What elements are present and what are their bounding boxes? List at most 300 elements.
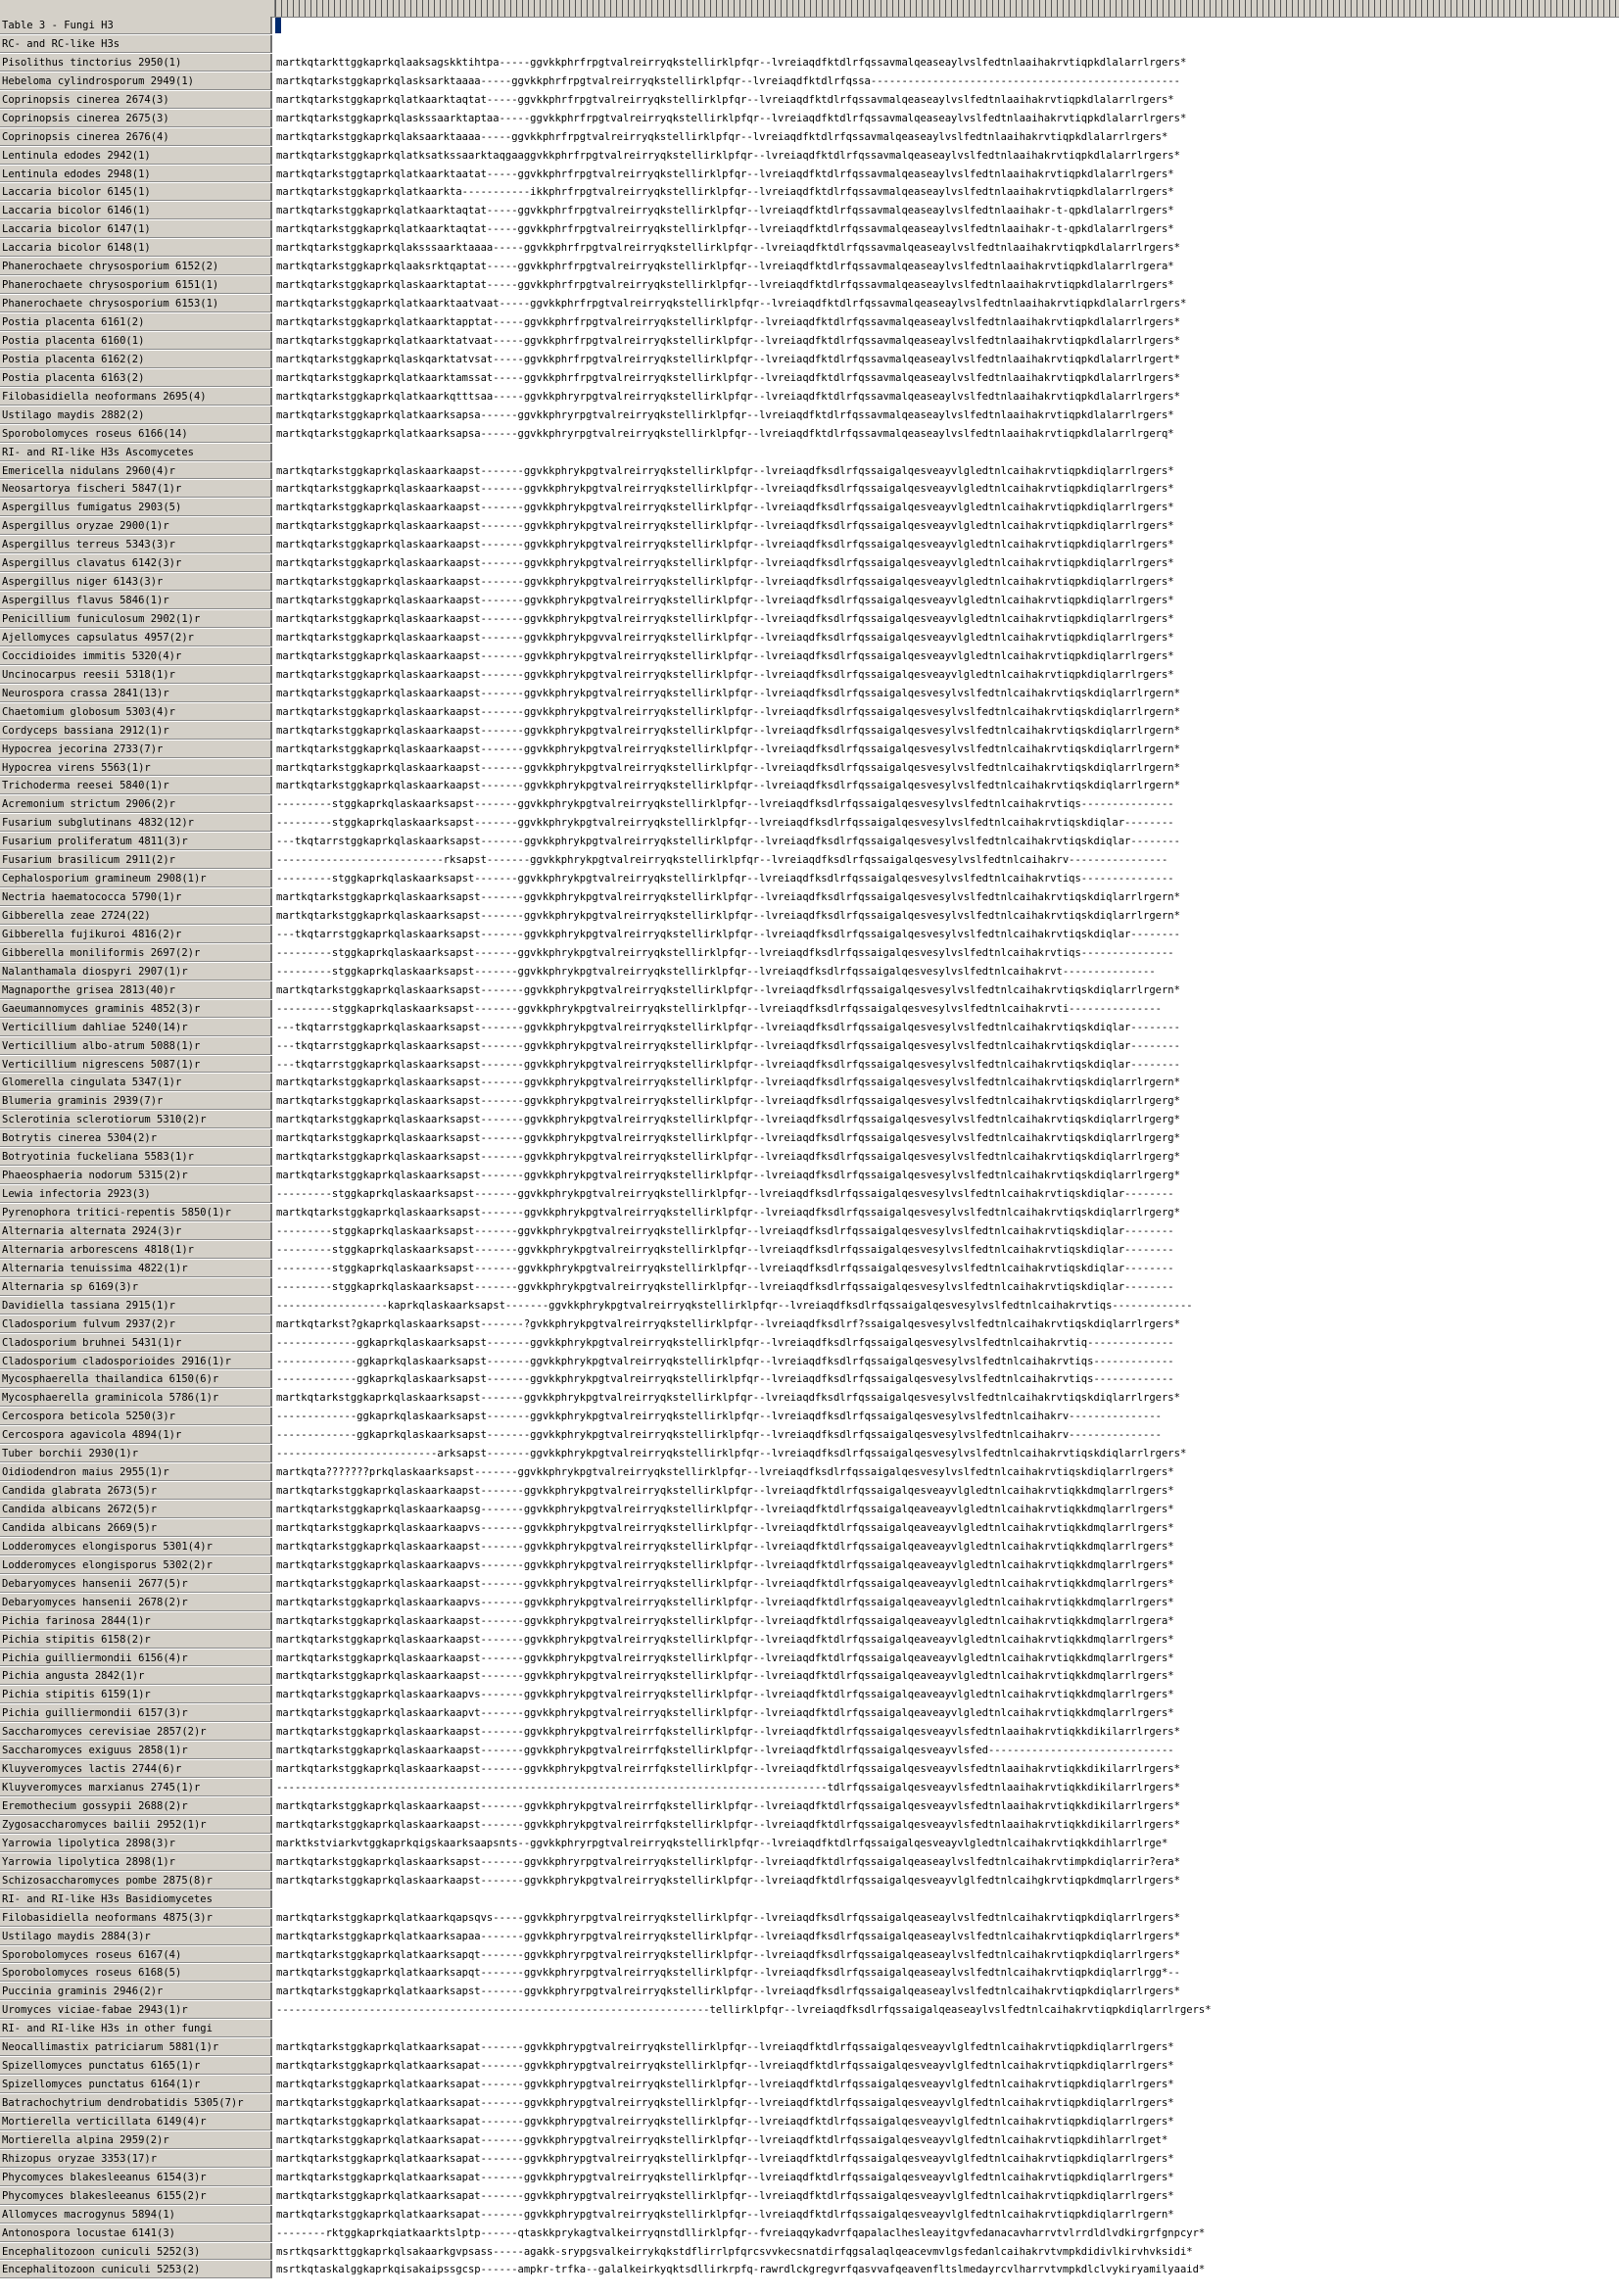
sequence-row [0, 2187, 1619, 2206]
sequence-text: martkqtarkstggkaprkqlaskaarkaapst-------ggvkkphrykpgtvalreirryqkstellirklpfqr--lvreiaqdfksdlrfqssaigalqesveayvlgledtnlcaihakrvtiqpkdiqlarrlrgers* [276, 576, 1174, 589]
sequence-text [276, 1890, 1618, 1909]
sequence-text: martkqtarkstggkaprkqlaskaarkaapst-------ggvkkphrykpgtvalreirryqkstellirklpfqr--lvreiaqdfktdlrfqssaigalqeaveayvlgledtnlcaihakrvtiqkkdmqlarrlrgers* [276, 1670, 1174, 1683]
sequence-row [0, 183, 1619, 202]
sequence-row [0, 1408, 1619, 1426]
sequence-row [0, 741, 1619, 759]
species-label: Cladosporium cladosporioides 2916(1)r [0, 1353, 272, 1370]
sequence-text: martkqtarkstggkaprkqlasksarktaaaa-----ggvkkphrfrpgtvalreirryqkstellirklpfqr--lvreiaqdfktdlrfqssa-------------------------------------------------- [276, 74, 1180, 87]
sequence-row [0, 1983, 1619, 2001]
sequence-row [0, 573, 1619, 592]
sequence-row [0, 1445, 1619, 1463]
sequence-row [0, 2206, 1619, 2224]
sequence-row [0, 369, 1619, 388]
sequence-text: martkqtarkstggkaprkqlaskaarkaapst-------ggvkkphrykpgtvalreirrfqkstellirklpfqr--lvreiaqdfktdlrfqssaigalqesveayvlsfedtnlaaihakrvtiqkkdikilarrlrgers* [276, 1763, 1180, 1776]
species-label: Saccharomyces exiguus 2858(1)r [0, 1742, 272, 1759]
species-label: Hypocrea virens 5563(1)r [0, 759, 272, 777]
sequence-row [0, 1111, 1619, 1129]
species-label: Aspergillus oryzae 2900(1)r [0, 517, 272, 535]
sequence-row [0, 981, 1619, 1000]
sequence-row [0, 1129, 1619, 1148]
species-label: Pisolithus tinctorius 2950(1) [0, 54, 272, 72]
sequence-text: martkqtarkstggkaprkqlaskaarksapst-------ggvkkphrykpgtvalreirryqkstellirklpfqr--lvreiaqdfksdlrfqssaigalqesvesylvslfedtnlcaihakrvtiqskdiqlarrlrgern* [276, 983, 1180, 996]
sequence-row [0, 239, 1619, 258]
sequence-row [0, 351, 1619, 369]
sequence-text: -------------ggkaprkqlaskaarksapst-------ggvkkphrykpgtvalreirryqkstellirklpfqr--lvreiaqdfksdlrfqssaigalqesvesylvslfedtnlcaihakrv--------------- [276, 1411, 1162, 1423]
sequence-row [0, 1853, 1619, 1872]
species-label: Batrachochytrium dendrobatidis 5305(7)r [0, 2094, 272, 2112]
species-label: Mortierella alpina 2959(2)r [0, 2131, 272, 2149]
sequence-row [0, 1742, 1619, 1760]
sequence-row [0, 1575, 1619, 1594]
species-label: Penicillium funiculosum 2902(1)r [0, 610, 272, 628]
sequence-text: martkqtarkstggkaprkqlaskaarksapst-------ggvkkphrykpgtvalreirryqkstellirklpfqr--lvreiaqdfksdlrfqssaigalqesvesylvslfedtnlcaihakrvtiqskdiqlarrlrgers* [276, 1392, 1180, 1405]
sequence-text: ---------------------------rksapst-------ggvkkphrykpgtvalreirryqkstellirklpfqr--lvreiaqdfksdlrfqssaigalqesvesylvslfedtnlcaihakrv---------------- [276, 854, 1168, 867]
species-label: Trichoderma reesei 5840(1)r [0, 777, 272, 794]
sequence-row [0, 1204, 1619, 1222]
sequence-row [0, 944, 1619, 963]
sequence-text: martkqtarkstggkaprkqlatkaarksapat-------ggvkkphrypgtvalreirryqkstellirklpfqr--lvreiaqdfktdlrfqssaigalqesveayvlglfedtnlcaihakrvtiqpkdihlarrlrget* [276, 2133, 1168, 2146]
sequence-text: --------------------------arksapst-------ggvkkphrykpgtvalreirryqkstellirklpfqr--lvreiaqdfksdlrfqssaigalqesvesylvslfedtnlcaihakrvtiqskdiqlarrlrgers* [276, 1448, 1187, 1460]
sequence-text: martkqtarkstggkaprkqlaskaarkaapst-------ggvkkphrykpgtvalreirryqkstellirklpfqr--lvreiaqdfktdlrfqssaigalqesveayvlglfedtnlcaihgkrvtiqpkdmqlarrlrgers* [276, 1874, 1180, 1887]
species-label: Neurospora crassa 2841(13)r [0, 685, 272, 702]
sequence-text: martkqtarkstggkaprkqlaskaarkaapst-------ggvkkphrykpgtvalreirryqkstellirklpfqr--lvreiaqdfksdlrfqssaigalqesveayvlgledtnlcaihakrvtiqpkdiqlarrlrgers* [276, 464, 1174, 477]
sequence-text: martkqtarkstggkaprkqlaaksrktqaptat-----ggvkkphrfrpgtvalreirryqkstellirklpfqr--lvreiaqdfktdlrfqssavmalqeaseaylvslfedtnlaaihakrvtiqpkdlalarrlrgera* [276, 261, 1174, 273]
sequence-text: ---tkqtarrstggkaprkqlaskaarksapst-------ggvkkphrykpgtvalreirryqkstellirklpfqr--lvreiaqdfksdlrfqssaigalqesvesylvslfedtnlcaihakrvtiqskdiqlar-------- [276, 836, 1180, 848]
sequence-row [0, 1964, 1619, 1983]
sequence-text: martkqtarkstggkaprkqlaskaarkaapvs-------ggvkkphrykpgtvalreirryqkstellirklpfqr--lvreiaqdfktdlrfqssaigalqeaveayvlgledtnlcaihakrvtiqkkdmqlarrlrgers* [276, 1558, 1174, 1571]
sequence-text: martkqtarkstggkaprkqlatkaarksapat-------ggvkkphrypgtvalreirryqkstellirklpfqr--lvreiaqdfktdlrfqssaigalqesveayvlglfedtnlcaihakrvtiqpkdiqlarrlrgers* [276, 2115, 1174, 2128]
species-label: Zygosaccharomyces bailii 2952(1)r [0, 1816, 272, 1834]
sequence-text: martkqtarkstggkaprkqlatkaarktaqtat-----ggvkkphrfrpgtvalreirryqkstellirklpfqr--lvreiaqdfktdlrfqssavmalqeaseaylvslfedtnlaaihakrvtiqpkdlalarrlrgers* [276, 93, 1174, 106]
sequence-row [0, 1482, 1619, 1501]
sequence-row [0, 2076, 1619, 2094]
sequence-row [0, 907, 1619, 926]
column-ruler [0, 0, 1619, 18]
species-label: Eremothecium gossypii 2688(2)r [0, 1797, 272, 1815]
sequence-text: martkqtarkstggkaprkqlaskaarkaapst-------ggvkkphrykpgtvalreirrfqkstellirklpfqr--lvreiaqdfktdlrfqssaigalqesveayvlsfedtnlaaihakrvtiqkkdikilarrlrgers* [276, 1800, 1180, 1812]
species-label: Aspergillus flavus 5846(1)r [0, 592, 272, 609]
sequence-row [0, 1056, 1619, 1075]
species-label: Hypocrea jecorina 2733(7)r [0, 741, 272, 758]
sequence-row [0, 666, 1619, 685]
sequence-row [0, 1612, 1619, 1631]
species-label: Uncinocarpus reesii 5318(1)r [0, 666, 272, 684]
sequence-row [0, 1019, 1619, 1037]
species-label: Candida glabrata 2673(5)r [0, 1482, 272, 1500]
sequence-text: martkqtarkstggkaprkqlaskaarkaapst-------ggvkkphrykpgtvalreirryqkstellirklpfqr--lvreiaqdfktdlrfqssaigalqeaveayvlgledtnlcaihakrvtiqkkdmqlarrlrgera* [276, 1614, 1174, 1627]
species-label: Nectria haematococca 5790(1)r [0, 888, 272, 906]
sequence-text: ---tkqtarrstggkaprkqlaskaarksapst-------ggvkkphrykpgtvalreirryqkstellirklpfqr--lvreiaqdfksdlrfqssaigalqesvesylvslfedtnlcaihakrvtiqskdiqlar-------- [276, 1058, 1180, 1071]
sequence-text: martkqtarkstggkaprkqlatkaarksapat-------ggvkkphrypgtvalreirryqkstellirklpfqr--lvreiaqdfktdlrfqssaigalqesveayvlglfedtnlcaihakrvtiqpkdiqlarrlrgers* [276, 2060, 1174, 2073]
species-label: Postia placenta 6163(2) [0, 369, 272, 387]
sequence-text: martkqtarkstggkaprkqlaskaarksapst-------ggvkkphrykpgtvalreirryqkstellirklpfqr--lvreiaqdfksdlrfqssaigalqesvesylvslfedtnlcaihakrvtiqskdiqlarrlrgern* [276, 910, 1180, 922]
species-label: Coprinopsis cinerea 2676(4) [0, 128, 272, 146]
species-label: Cladosporium bruhnei 5431(1)r [0, 1334, 272, 1352]
sequence-text: ---------stggkaprkqlaskaarksapst-------ggvkkphrykpgtvalreirryqkstellirklpfqr--lvreiaqdfksdlrfqssaigalqesvesylvslfedtnlcaihakrvtiqs--------------- [276, 798, 1174, 811]
species-label: Coprinopsis cinerea 2675(3) [0, 110, 272, 127]
species-label: Neosartorya fischeri 5847(1)r [0, 480, 272, 498]
sequence-row [0, 1816, 1619, 1835]
sequence-text: martkqtarkstggkaprkqlaskaarksapst-------ggvkkphrykpgtvalreirryqkstellirklpfqr--lvreiaqdfksdlrfqssaigalqesvesylvslfedtnlcaihakrvtiqskdiqlarrlrgerg* [276, 1170, 1180, 1182]
species-label: Laccaria bicolor 6146(1) [0, 202, 272, 219]
sequence-row [0, 1074, 1619, 1092]
section-label: RI- and RI-like H3s Basidiomycetes [0, 1890, 272, 1908]
sequence-row [0, 313, 1619, 332]
species-label: Saccharomyces cerevisiae 2857(2)r [0, 1723, 272, 1741]
species-label: Coprinopsis cinerea 2674(3) [0, 91, 272, 109]
sequence-text: ---------stggkaprkqlaskaarksapst-------ggvkkphrykpgtvalreirryqkstellirklpfqr--lvreiaqdfksdlrfqssaigalqesvesylvslfedtnlcaihakrvtiqskdiqlar-------- [276, 1243, 1174, 1256]
sequence-row [0, 332, 1619, 351]
sequence-text: ------------------kaprkqlaskaarksapst-------ggvkkphrykpgtvalreirryqkstellirklpfqr--lvreiaqdfksdlrfqssaigalqesvesylvslfedtnlcaihakrvtiqs------------- [276, 1299, 1193, 1312]
sequence-text [276, 2020, 1618, 2038]
sequence-text: martkqtarkstggkaprkqlaskaarkaapst-------ggvkkphrykpgtvalreirryqkstellirklpfqr--lvreiaqdfktdlrfqssaigalqeaveayvlgledtnlcaihakrvtiqkkdmqlarrlrgers* [276, 1577, 1174, 1590]
sequence-row [0, 592, 1619, 610]
species-label: Antonospora locustae 6141(3) [0, 2224, 272, 2242]
sequence-text: martkqtarkstggkaprkqlaskaarksapst-------ggvkkphryrpgtvalreirryqkstellirklpfqr--lvreiaqdfktdlrfqssaigalqeaseaylvslfedtnlcaihakrvtimpkdiqlarrir?era* [276, 1855, 1180, 1868]
species-label: Postia placenta 6161(2) [0, 313, 272, 331]
sequence-text: martkqtarkstggkaprkqlaskaarkaapst-------ggvkkphrykpgtvalreirrfqkstellirklpfqr--lvreiaqdfktdlrfqssaigalqesveayvlsfed------------------------------ [276, 1745, 1174, 1757]
sequence-row [0, 1538, 1619, 1556]
sequence-row [0, 1297, 1619, 1315]
sequence-text: -------------ggkaprkqlaskaarksapst-------ggvkkphrykpgtvalreirryqkstellirklpfqr--lvreiaqdfksdlrfqssaigalqesvesylvslfedtnlcaihakrvtiq-------------- [276, 1336, 1174, 1349]
sequence-text: martkqtarkstggkaprkqlaskaarkaapvt-------ggvkkphrykpgtvalreirryqkstellirklpfqr--lvreiaqdfktdlrfqssaigalqeaveayvlgledtnlcaihakrvtiqkkdmqlarrlrgers* [276, 1707, 1174, 1720]
species-label: Phanerochaete chrysosporium 6153(1) [0, 295, 272, 312]
species-label: Spizellomyces punctatus 6164(1)r [0, 2076, 272, 2093]
sequence-row [0, 759, 1619, 778]
species-label: Alternaria arborescens 4818(1)r [0, 1241, 272, 1259]
species-label: Candida albicans 2672(5)r [0, 1501, 272, 1518]
sequence-row [0, 1723, 1619, 1742]
species-label: Ustilago maydis 2884(3)r [0, 1928, 272, 1945]
species-label: Pichia angusta 2842(1)r [0, 1667, 272, 1685]
sequence-text: msrtkqsarkttggkaprkqlsakaarkgvpsass-----agakk-srypgsvalkeirrykqkstdflirrlpfqrcsvvkecsnatdirfqgsalaqlqeacevmvlgsfedanlcaihakrvtvmpkdidivlkirvhvksidi* [276, 2245, 1193, 2258]
species-label: Aspergillus fumigatus 2903(5) [0, 499, 272, 516]
species-label: Ajellomyces capsulatus 4957(2)r [0, 629, 272, 646]
sequence-text: martkqtarkstggkaprkqlatkaarkqapsqvs-----ggvkkphryrpgtvalreirryqkstellirklpfqr--lvreiaqdfksdlrfqssaigalqeaseaylvslfedtnlcaihakrvtiqpkdiqlarrlrgers* [276, 1911, 1180, 1924]
sequence-row [0, 610, 1619, 629]
sequence-row [0, 833, 1619, 851]
sequence-text [276, 35, 1618, 54]
sequence-row [0, 1501, 1619, 1519]
species-label: Sporobolomyces roseus 6166(14) [0, 425, 272, 443]
species-label: Lodderomyces elongisporus 5302(2)r [0, 1556, 272, 1574]
sequence-text: martkqtarkstggkaprkqlaskaarkaapst-------ggvkkphrykpgtvalreirryqkstellirklpfqr--lvreiaqdfksdlrfqssaigalqesvesylvslfedtnlcaihakrvtiqskdiqlarrlrgern* [276, 687, 1180, 699]
species-label: Cordyceps bassiana 2912(1)r [0, 722, 272, 740]
species-label: Alternaria tenuissima 4822(1)r [0, 1260, 272, 1277]
section-label: RC- and RC-like H3s [0, 35, 272, 53]
species-label: Ustilago maydis 2882(2) [0, 407, 272, 424]
sequence-row [0, 1092, 1619, 1111]
sequence-row [0, 2038, 1619, 2057]
sequence-row [0, 536, 1619, 554]
sequence-row [0, 1334, 1619, 1353]
sequence-text: martkqtarkstggkaprkqlaskaarkaapst-------ggvkkphrykpgtvalreirryqkstellirklpfqr--lvreiaqdfksdlrfqssaigalqesveayvlgledtnlcaihakrvtiqpkdiqlarrlrgers* [276, 557, 1174, 570]
species-label: Phanerochaete chrysosporium 6152(2) [0, 258, 272, 275]
sequence-row [0, 388, 1619, 407]
sequence-text: martkqtarkstggkaprkqlaskaarkaapvs-------ggvkkphrykpgtvalreirryqkstellirklpfqr--lvreiaqdfktdlrfqssaigalqeaveayvlgledtnlcaihakrvtiqkkdmqlarrlrgers* [276, 1689, 1174, 1701]
sequence-text: martkqtarkstggkaprkqlaskaarkaapst-------ggvkkphrykpgtvalreirryqkstellirklpfqr--lvreiaqdfksdlrfqssaigalqesveayvlgledtnlcaihakrvtiqpkdiqlarrlrgers* [276, 613, 1174, 625]
section-header-row [0, 1890, 1619, 1909]
sequence-text: martkqtarkstggkaprkqlaskaarkaapst-------ggvkkphrykpgtvalreirryqkstellirklpfqr--lvreiaqdfksdlrfqssaigalqesvesylvslfedtnlcaihakrvtiqskdiqlarrlrgern* [276, 705, 1180, 718]
section-header-row [0, 2020, 1619, 2038]
species-label: Pichia farinosa 2844(1)r [0, 1612, 272, 1630]
sequence-row [0, 480, 1619, 499]
sequence-row [0, 1704, 1619, 1723]
species-label: Pichia guilliermondii 6156(4)r [0, 1650, 272, 1667]
ruler-corner [0, 0, 275, 17]
species-label: Phanerochaete chrysosporium 6151(1) [0, 276, 272, 294]
sequence-row [0, 425, 1619, 444]
sequence-row [0, 1241, 1619, 1260]
sequence-row [0, 814, 1619, 833]
section-header-row [0, 444, 1619, 462]
species-label: Alternaria alternata 2924(3)r [0, 1222, 272, 1240]
sequence-row [0, 1556, 1619, 1575]
sequence-row [0, 2057, 1619, 2076]
species-label: Gibberella fujikuroi 4816(2)r [0, 926, 272, 943]
species-label: Postia placenta 6162(2) [0, 351, 272, 368]
sequence-text: martkqtarkstggkaprkqlaskaarkaapvs-------ggvkkphrykpgtvalreirryqkstellirklpfqr--lvreiaqdfktdlrfqssaigalqeaveayvlgledtnlcaihakrvtiqkkdmqlarrlrgers* [276, 1596, 1174, 1608]
sequence-row [0, 1463, 1619, 1482]
sequence-row [0, 777, 1619, 795]
sequence-text: ---tkqtarrstggkaprkqlaskaarksapst-------ggvkkphrykpgtvalreirryqkstellirklpfqr--lvreiaqdfksdlrfqssaigalqesvesylvslfedtnlcaihakrvtiqskdiqlar-------- [276, 928, 1180, 940]
sequence-row [0, 2169, 1619, 2187]
species-label: Uromyces viciae-fabae 2943(1)r [0, 2001, 272, 2019]
sequence-text: martkqtarkstggkaprkqlaksssaarktaaaa-----ggvkkphrfrpgtvalreirryqkstellirklpfqr--lvreiaqdfktdlrfqssavmalqeaseaylvslfedtnlaaihakrvtiqpkdlalarrlrgers* [276, 242, 1180, 255]
species-label: Pichia guilliermondii 6157(3)r [0, 1704, 272, 1722]
sequence-text: martkqtarkstggkaprkqlaskaarksapst-------ggvkkphrykpgtvalreirryqkstellirklpfqr--lvreiaqdfksdlrfqssaigalqesvesylvslfedtnlcaihakrvtiqskdiqlarrlrgern* [276, 891, 1180, 904]
sequence-text: martkqtarkstggkaprkqlatkaarksapst-------ggvkkphryrpgtvalreirryqkstellirklpfqr--lvreiaqdfksdlrfqssaigalqeaseaylvslfedtnlcaihakrvtiqpkdiqlarrlrgers* [276, 1985, 1180, 1998]
species-label: Pyrenophora tritici-repentis 5850(1)r [0, 1204, 272, 1221]
species-label: Yarrowia lipolytica 2898(1)r [0, 1853, 272, 1871]
species-label: Mycosphaerella thailandica 6150(6)r [0, 1370, 272, 1388]
species-label: Cephalosporium gramineum 2908(1)r [0, 870, 272, 887]
species-label: Botrytis cinerea 5304(2)r [0, 1129, 272, 1147]
sequence-text: martkqtarkstggkaprkqlatkaarksapat-------ggvkkphrypgtvalreirryqkstellirklpfqr--lvreiaqdfktdlrfqssaigalqesveayvlglfedtnlcaihakrvtiqpkdiqlarrlrgers* [276, 2189, 1174, 2202]
sequence-text: martkqtarkttggkaprkqlaaksagskktihtpa-----ggvkkphrfrpgtvalreirryqkstellirklpfqr--lvreiaqdfktdlrfqssavmalqeaseaylvslfedtnlaaihakrvtiqpkdlalarrlrgers* [276, 56, 1187, 69]
sequence-row [0, 685, 1619, 703]
species-label: Lentinula edodes 2942(1) [0, 147, 272, 165]
species-label: Nalanthamala diospyri 2907(1)r [0, 963, 272, 981]
sequence-row [0, 1594, 1619, 1612]
sequence-text: martkqtarkstggkaprkqlaskaarkaapsg-------ggvkkphrykpgtvalreirryqkstellirklpfqr--lvreiaqdfktdlrfqssaigalqeaveayvlgledtnlcaihakrvtiqkkdmqlarrlrgers* [276, 1504, 1174, 1515]
sequence-text: ---------stggkaprkqlaskaarksapst-------ggvkkphrykpgtvalreirryqkstellirklpfqr--lvreiaqdfksdlrfqssaigalqesvesylvslfedtnlcaihakrvtiqs--------------- [276, 873, 1174, 885]
sequence-row [0, 2131, 1619, 2150]
species-label: Gaeumannomyces graminis 4852(3)r [0, 1000, 272, 1018]
table-title: Table 3 - Fungi H3 [0, 17, 272, 34]
sequence-text: ---tkqtarrstggkaprkqlaskaarksapst-------ggvkkphrykpgtvalreirryqkstellirklpfqr--lvreiaqdfksdlrfqssaigalqesvesylvslfedtnlcaihakrvtiqskdiqlar-------- [276, 1021, 1180, 1033]
sequence-row [0, 1148, 1619, 1167]
sequence-text: martkqtarkstggkaprkqlaskaarksapst-------ggvkkphrykpgtvalreirryqkstellirklpfqr--lvreiaqdfksdlrfqssaigalqesvesylvslfedtnlcaihakrvtiqskdiqlarrlrgerg* [276, 1114, 1180, 1126]
sequence-row [0, 2094, 1619, 2113]
sequence-text: martkqtarkstggtaprkqlatkaarktaatat-----ggvkkphrfrpgtvalreirryqkstellirklpfqr--lvreiaqdfktdlrfqssavmalqeaseaylvslfedtnlaaihakrvtiqpkdlalarrlrgers* [276, 167, 1174, 180]
sequence-text: martkqtarkstggkaprkqlaskaarkaapst-------ggvkkphrykpgtvalreirrfqkstellirklpfqr--lvreiaqdfktdlrfqssaigalqesveayvlsfedtnlaaihakrvtiqkkdikilarrlrgers* [276, 1726, 1180, 1739]
sequence-row [0, 1519, 1619, 1538]
species-label: Verticillium dahliae 5240(14)r [0, 1019, 272, 1036]
sequence-text: martkqtarkstggkaprkqlaskaarksapst-------ggvkkphrykpgtvalreirryqkstellirklpfqr--lvreiaqdfksdlrfqssaigalqesvesylvslfedtnlcaihakrvtiqskdiqlarrlrgerg* [276, 1132, 1180, 1145]
species-label: Laccaria bicolor 6148(1) [0, 239, 272, 257]
sequence-row [0, 963, 1619, 981]
sequence-row [0, 1260, 1619, 1278]
species-label: Lodderomyces elongisporus 5301(4)r [0, 1538, 272, 1555]
sequence-text: martkqtarkstggkaprkqlatkaarktaqtat-----ggvkkphrfrpgtvalreirryqkstellirklpfqr--lvreiaqdfktdlrfqssavmalqeaseaylvslfedtnlaaihakr-t-qpkdlalarrlrgers* [276, 205, 1174, 217]
species-label: Davidiella tassiana 2915(1)r [0, 1297, 272, 1315]
species-label: Encephalitozoon cuniculi 5252(3) [0, 2243, 272, 2261]
species-label: Filobasidiella neoformans 4875(3)r [0, 1909, 272, 1927]
sequence-text: martkqtarkstggkaprkqlaskaarkaapst-------ggvkkphrykpgtvalreirryqkstellirklpfqr--lvreiaqdfktdlrfqssaigalqesveayvlgledtnlcaihakrvtiqkkdmqlarrlrgers* [276, 1485, 1174, 1498]
sequence-row [0, 1222, 1619, 1241]
sequence-row [0, 722, 1619, 741]
sequence-text: martkqtarkstggkaprkqlatkaarksapsa------ggvkkphryrpgtvalreirryqkstellirklpfqr--lvreiaqdfktdlrfqssavmalqeaseaylvslfedtnlaaihakrvtiqpkdlalarrlrgerq* [276, 427, 1174, 440]
sequence-row [0, 1667, 1619, 1686]
sequence-text: martkqtarkstggkaprkqlatkaarktamssat-----ggvkkphrfrpgtvalreirryqkstellirklpfqr--lvreiaqdfktdlrfqssavmalqeaseaylvslfedtnlaaihakrvtiqpkdlalarrlrgers* [276, 371, 1180, 384]
sequence-text: martkqtarkstggkaprkqlatkaarktaqtat-----ggvkkphrfrpgtvalreirryqkstellirklpfqr--lvreiaqdfktdlrfqssavmalqeaseaylvslfedtnlaaihakr-t-qpkdlalarrlrgers* [276, 223, 1174, 236]
sequence-text: -------------ggkaprkqlaskaarksapst-------ggvkkphrykpgtvalreirryqkstellirklpfqr--lvreiaqdfksdlrfqssaigalqesvesylvslfedtnlcaihakrv--------------- [276, 1429, 1162, 1442]
sequence-text: martkqtarkstggkaprkqlaskaarkaapst-------ggvkkphrykpgtvalreirryqkstellirklpfqr--lvreiaqdfksdlrfqssaigalqesvesylvslfedtnlcaihakrvtiqskdiqlarrlrgern* [276, 742, 1180, 755]
sequence-text: martkqtarkstggkaprkqlaskaarkaapst-------ggvkkphrykpgtvalreirryqkstellirklpfqr--lvreiaqdfksdlrfqssaigalqesveayvlgledtnlcaihakrvtiqpkdiqlarrlrgers* [276, 649, 1174, 662]
sequence-text: martkqtarkstggkaprkqlaskaarkaapst-------ggvkkphrykpgtvalreirryqkstellirklpfqr--lvreiaqdfksdlrfqssaigalqesveayvlgledtnlcaihakrvtiqpkdiqlarrlrgers* [276, 483, 1174, 496]
species-label: Cladosporium fulvum 2937(2)r [0, 1315, 272, 1333]
sequence-text: martkqtarkstggkaprkqlatkaarksapqt-------ggvkkphryrpgtvalreirryqkstellirklpfqr--lvreiaqdfksdlrfqssaigalqeaseaylvslfedtnlcaihakrvtiqpkdiqlarrlrgg*-- [276, 1967, 1180, 1980]
sequence-text: martkqtarkstggkaprkqlaskaarkaapst-------ggvkkphrykpgtvalreirryqkstellirklpfqr--lvreiaqdfksdlrfqssaigalqesveayvlgledtnlcaihakrvtiqpkdiqlarrlrgers* [276, 595, 1174, 607]
species-label: Verticillium albo-atrum 5088(1)r [0, 1037, 272, 1055]
species-label: Laccaria bicolor 6145(1) [0, 183, 272, 201]
sequence-row [0, 851, 1619, 870]
sequence-row [0, 407, 1619, 425]
sequence-row [0, 647, 1619, 666]
sequence-row [0, 166, 1619, 184]
sequence-row [0, 128, 1619, 147]
sequence-text: martkqtarkstggkaprkqlatkaarksapat-------ggvkkphrypgtvalreirryqkstellirklpfqr--lvreiaqdfktdlrfqssaigalqesveayvlglfedtnlcaihakrvtiqpkdiqlarrlrgern* [276, 2208, 1174, 2221]
sequence-text: martkqtarkstggkaprkqlatkaarkqtttsaa-----ggvkkphryrpgtvalreirryqkstellirklpfqr--lvreiaqdfktdlrfqssavmalqeaseaylvslfedtnlaaihakrvtiqpkdlalarrlrgers* [276, 390, 1180, 403]
sequence-row [0, 1426, 1619, 1445]
species-label: Sclerotinia sclerotiorum 5310(2)r [0, 1111, 272, 1128]
species-label: Fusarium subglutinans 4832(12)r [0, 814, 272, 832]
sequence-row [0, 517, 1619, 536]
sequence-row [0, 1000, 1619, 1019]
species-label: Lentinula edodes 2948(1) [0, 166, 272, 183]
species-label: Yarrowia lipolytica 2898(3)r [0, 1835, 272, 1852]
sequence-text: martkqta???????prkqlaskaarksapst-------ggvkkphrykpgtvalreirryqkstellirklpfqr--lvreiaqdfksdlrfqssaigalqesvesylvslfedtnlcaihakrvtiqskdiqlarrlrgers* [276, 1466, 1174, 1479]
sequence-text: martkqtarkstggkaprkqlatkaarksapaa-------ggvkkphryrpgtvalreirryqkstellirklpfqr--lvreiaqdfksdlrfqssaigalqeaseaylvslfedtnlcaihakrvtiqpkdiqlarrlrgers* [276, 1930, 1180, 1942]
sequence-text: ---------stggkaprkqlaskaarksapst-------ggvkkphrykpgtvalreirryqkstellirklpfqr--lvreiaqdfksdlrfqssaigalqesvesylvslfedtnlcaihakrvti--------------- [276, 1002, 1162, 1015]
sequence-row [0, 870, 1619, 888]
species-label: Aspergillus terreus 5343(3)r [0, 536, 272, 553]
sequence-text: martkqtarkstggkaprkqlaskaarkaapst-------ggvkkphrykpgtvalreirryqkstellirklpfqr--lvreiaqdfksdlrfqssaigalqesvesylvslfedtnlcaihakrvtiqskdiqlarrlrgern* [276, 724, 1180, 737]
sequence-row [0, 2261, 1619, 2279]
sequence-text: ---------stggkaprkqlaskaarksapst-------ggvkkphrykpgtvalreirryqkstellirklpfqr--lvreiaqdfksdlrfqssaigalqesvesylvslfedtnlcaihakrvtiqs--------------- [276, 946, 1174, 959]
species-label: Mortierella verticillata 6149(4)r [0, 2113, 272, 2130]
sequence-row [0, 926, 1619, 944]
sequence-row [0, 1370, 1619, 1389]
sequence-text: martkqtarkstggkaprkqlaskaarkaapst-------ggvkkphrykpgtvalreirryqkstellirklpfqr--lvreiaqdfksdlrfqssaigalqesveayvlgledtnlcaihakrvtiqpkdiqlarrlrgers* [276, 668, 1174, 681]
sequence-text: marktkstviarkvtggkaprkqigskaarksaapsnts--ggvkkphryrpgtvalreirryqkstellirklpfqr--lvreiaqdfktdlrfqssaigalqesveayvlgledtnlcaihakrvtiqkkdihlarrlrge* [276, 1837, 1168, 1849]
sequence-row [0, 2150, 1619, 2169]
sequence-text: martkqtarkstggkaprkqlaskaarkaapst-------ggvkkphrykpgtvalreirryqkstellirklpfqr--lvreiaqdfktdlrfqssaigalqeaveayvlgledtnlcaihakrvtiqkkdmqlarrlrgers* [276, 1651, 1174, 1664]
sequence-text: martkqtarkstggkaprkqlatksatkssaarktaqgaaggvkkphrfrpgtvalreirryqkstellirklpfqr--lvreiaqdfktdlrfqssavmalqeaseaylvslfedtnlaaihakrvtiqpkdlalarrlrgers* [276, 149, 1180, 162]
sequence-text: martkqtarkstggkaprkqlaskaarkaapvs-------ggvkkphrykpgtvalreirryqkstellirklpfqr--lvreiaqdfktdlrfqssaigalqeaveayvlgledtnlcaihakrvtiqkkdmqlarrlrgers* [276, 1521, 1174, 1534]
sequence-text: martkqtarkstggkaprkqlaskaarksapst-------ggvkkphrykpgtvalreirryqkstellirklpfqr--lvreiaqdfksdlrfqssaigalqesvesylvslfedtnlcaihakrvtiqskdiqlarrlrgerg* [276, 1151, 1180, 1164]
species-label: Sporobolomyces roseus 6168(5) [0, 1964, 272, 1982]
sequence-text: martkqtarkstggkaprkqlatkaarksapqt-------ggvkkphryrpgtvalreirryqkstellirklpfqr--lvreiaqdfksdlrfqssaigalqeaseaylvslfedtnlcaihakrvtiqpkdiqlarrlrgers* [276, 1948, 1180, 1961]
sequence-text: martkqtarkstggkaprkqlaskaarkaapst-------ggvkkphrykpgtvalreirryqkstellirklpfqr--lvreiaqdfktdlrfqssaigalqeaveayvlgledtnlcaihakrvtiqkkdmqlarrlrgers* [276, 1540, 1174, 1553]
sequence-text: martkqtarkstggkaprkqlaskaarkaapst-------ggvkkphrykpgtvalreirryqkstellirklpfqr--lvreiaqdfksdlrfqssaigalqesveayvlgledtnlcaihakrvtiqpkdiqlarrlrgers* [276, 520, 1174, 533]
sequence-row [0, 888, 1619, 907]
sequence-text: martkqtarkstggkaprkqlatkaarktatvaat-----ggvkkphrfrpgtvalreirryqkstellirklpfqr--lvreiaqdfktdlrfqssavmalqeaseaylvslfedtnlaaihakrvtiqpkdlalarrlrgers* [276, 334, 1180, 347]
sequence-text: martkqtarkstggkaprkqlaskssaarktaptaa-----ggvkkphrfrpgtvalreirryqkstellirklpfqr--lvreiaqdfktdlrfqssavmalqeaseaylvslfedtnlaaihakrvtiqpkdlalarrlrgers* [276, 112, 1187, 124]
species-label: Hebeloma cylindrosporum 2949(1) [0, 72, 272, 90]
sequence-row [0, 629, 1619, 647]
species-label: Mycosphaerella graminicola 5786(1)r [0, 1389, 272, 1407]
species-label: Spizellomyces punctatus 6165(1)r [0, 2057, 272, 2075]
species-label: Acremonium strictum 2906(2)r [0, 795, 272, 813]
sequence-row [0, 110, 1619, 128]
species-label: Schizosaccharomyces pombe 2875(8)r [0, 1872, 272, 1889]
sequence-row [0, 2113, 1619, 2131]
sequence-row [0, 499, 1619, 517]
sequence-row [0, 54, 1619, 72]
sequence-row [0, 72, 1619, 91]
sequence-row [0, 91, 1619, 110]
sequence-text: martkqtarkstggkaprkqlaskaarkaapst-------ggvkkphrykpgtvalreirryqkstellirklpfqr--lvreiaqdfktdlrfqssaigalqeaveayvlgledtnlcaihakrvtiqkkdmqlarrlrgers* [276, 1633, 1174, 1646]
sequence-row [0, 1278, 1619, 1297]
sequence-text: martkqtarkstggkaprkqlaskaarkaapst-------ggvkkphrykpgtvalreirryqkstellirklpfqr--lvreiaqdfksdlrfqssaigalqesvesylvslfedtnlcaihakrvtiqskdiqlarrlrgern* [276, 761, 1180, 774]
species-label: Chaetomium globosum 5303(4)r [0, 703, 272, 721]
species-label: Postia placenta 6160(1) [0, 332, 272, 350]
sequence-row [0, 2224, 1619, 2243]
sequence-row [0, 1389, 1619, 1408]
species-label: Rhizopus oryzae 3353(17)r [0, 2150, 272, 2168]
species-label: Magnaporthe grisea 2813(40)r [0, 981, 272, 999]
species-label: Neocallimastix patriciarum 5881(1)r [0, 2038, 272, 2056]
sequence-row [0, 258, 1619, 276]
species-label: Allomyces macrogynus 5894(1) [0, 2206, 272, 2224]
text-cursor [275, 18, 281, 33]
species-label: Kluyveromyces lactis 2744(6)r [0, 1760, 272, 1778]
sequence-row [0, 1167, 1619, 1185]
sequence-text [276, 444, 1618, 462]
species-label: Verticillium nigrescens 5087(1)r [0, 1056, 272, 1074]
section-label: RI- and RI-like H3s in other fungi [0, 2020, 272, 2037]
sequence-text: martkqtarkst?gkaprkqlaskaarksapst-------?gvkkphrykpgtvalreirryqkstellirklpfqr--lvreiaqdfksdlrf?ssaigalqesvesylvslfedtnlcaihakrvtiqskdiqlarrlrgers* [276, 1317, 1180, 1330]
species-label: Coccidioides immitis 5320(4)r [0, 647, 272, 665]
sequence-row [0, 1631, 1619, 1650]
section-header-row [0, 35, 1619, 54]
sequence-row [0, 1835, 1619, 1853]
sequence-row [0, 1315, 1619, 1334]
species-label: Kluyveromyces marxianus 2745(1)r [0, 1779, 272, 1796]
species-label: Encephalitozoon cuniculi 5253(2) [0, 2261, 272, 2278]
species-label: Filobasidiella neoformans 2695(4) [0, 388, 272, 406]
species-label: Pichia stipitis 6159(1)r [0, 1686, 272, 1703]
sequence-text: martkqtarkstggkaprkqlatkaarksapat-------ggvkkphrypgtvalreirryqkstellirklpfqr--lvreiaqdfktdlrfqssaigalqesveayvlglfedtnlcaihakrvtiqpkdiqlarrlrgers* [276, 2041, 1174, 2054]
sequence-text: martkqtarkstggkaprkqlatkaarksapat-------ggvkkphrypgtvalreirryqkstellirklpfqr--lvreiaqdfktdlrfqssaigalqesveayvlglfedtnlcaihakrvtiqpkdiqlarrlrgers* [276, 2097, 1174, 2109]
sequence-text: martkqtarkstggkaprkqlatkaarktaatvaat-----ggvkkphrfrpgtvalreirryqkstellirklpfqr--lvreiaqdfktdlrfqssavmalqeaseaylvslfedtnlaaihakrvtiqpkdlalarrlrgers* [276, 298, 1187, 311]
sequence-row [0, 795, 1619, 814]
sequence-text: martkqtarkstggkaprkqlaskaarkaapst-------ggvkkphrykpgvvalreirryqkstellirklpfqr--lvreiaqdfksdlrfqssaigalqesveayvlgledtnlcaihakrvtiqpkdiqlarrlrgers* [276, 631, 1174, 644]
sequence-text: -------------ggkaprkqlaskaarksapst-------ggvkkphrykpgtvalreirryqkstellirklpfqr--lvreiaqdfksdlrfqssaigalqesvesylvslfedtnlcaihakrvtiqs------------- [276, 1355, 1174, 1367]
sequence-row [0, 1650, 1619, 1668]
sequence-row [0, 554, 1619, 573]
species-label: Blumeria graminis 2939(7)r [0, 1092, 272, 1110]
sequence-text: martkqtarkstggkaprkqlatkaarksapat-------ggvkkphrypgtvalreirryqkstellirklpfqr--lvreiaqdfktdlrfqssaigalqesveayvlglfedtnlcaihakrvtiqpkdiqlarrlrgers* [276, 2079, 1174, 2091]
sequence-row [0, 220, 1619, 239]
species-label: Laccaria bicolor 6147(1) [0, 220, 272, 238]
alignment-table [0, 17, 1619, 2279]
sequence-row [0, 2243, 1619, 2262]
sequence-row [0, 1946, 1619, 1965]
sequence-text: martkqtarkstggkaprkqlatkaarksapat-------ggvkkphrypgtvalreirryqkstellirklpfqr--lvreiaqdfktdlrfqssaigalqesveayvlglfedtnlcaihakrvtiqpkdiqlarrlrgers* [276, 2171, 1174, 2183]
